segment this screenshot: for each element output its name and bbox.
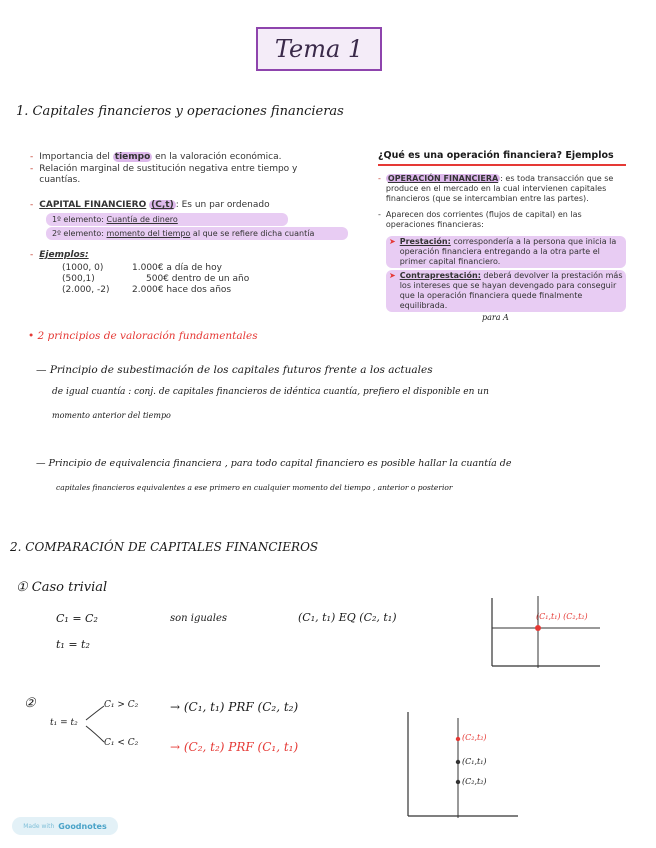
goodnotes-badge: Made with Goodnotes xyxy=(12,817,118,835)
sidebox-p2: - Aparecen dos corrientes (flujos de capital) en las operaciones financieras: xyxy=(378,210,582,229)
sidebox-p1: - OPERACIÓN FINANCIERA : es toda transacción que se produce en el mercado en la cual intervienen capitales financieros (que se intercambian entre las partes). xyxy=(378,174,614,203)
elem2: 2º elemento: momento del tiempo al que se refiere dicha cuantía xyxy=(46,227,348,240)
principle-2-line1: — Principio de equivalencia financiera , para todo capital financiero es posible hallar la cuantía de xyxy=(36,458,512,469)
example-row: (2.000, -2) 2.000€ hace dos años xyxy=(62,285,232,295)
principle-1-line1: — Principio de subestimación de los capitales futuros frente a los actuales xyxy=(36,364,433,376)
case2-branch-line-up xyxy=(86,706,104,720)
case1-title: ① Caso trivial xyxy=(16,580,108,595)
section1-heading: 1. Capitales financieros y operaciones financieras xyxy=(16,104,344,119)
case2-branch-up: C₁ > C₂ xyxy=(104,700,139,710)
case2-rel1: → (C₁, t₁) PRF (C₂, t₂) xyxy=(170,700,299,714)
case2-graph-label-1: (C₂,t₂) xyxy=(462,733,487,742)
case1-eq2: t₁ = t₂ xyxy=(56,638,90,651)
principle-1-line3: momento anterior del tiempo xyxy=(52,411,171,420)
case2-point-2 xyxy=(456,760,460,764)
case1-relation: (C₁, t₁) EQ (C₂, t₁) xyxy=(298,611,397,624)
sidebox-contraprestacion: ➤ Contraprestación: deberá devolver la prestación más los intereses que se hayan devengado para conseguir que la operación financiera quede finalmente equilibrada. xyxy=(386,270,626,312)
case2-point-3 xyxy=(456,780,460,784)
case2-number: ② xyxy=(24,696,36,711)
section2-heading: 2. COMPARACIÓN DE CAPITALES FINANCIEROS xyxy=(10,540,319,554)
examples-label: - Ejemplos: xyxy=(30,250,89,260)
page-title: Tema 1 xyxy=(274,35,364,63)
sidebox-prestacion: ➤ Prestación: correspondería a la persona que inicia la operación financiera entregando a la otra parte el primer capital financiero. xyxy=(386,236,626,268)
principle-2-line2: capitales financieros equivalentes a ese primero en cualquier momento del tiempo , anterior o posterior xyxy=(56,483,453,492)
case2-root: t₁ = t₂ xyxy=(50,718,78,728)
elem1: 1º elemento: Cuantía de dinero xyxy=(46,213,288,226)
example-row: (500,1) 500€ dentro de un año xyxy=(62,274,250,284)
case1-point xyxy=(535,625,541,631)
bullet-relacion: - Relación marginal de sustitución negativa entre tiempo y cuantías. xyxy=(30,164,298,185)
case1-text: son iguales xyxy=(170,613,228,624)
principle-1-line2: de igual cuantía : conj. de capitales financieros de idéntica cuantía, prefiero el disponible en un xyxy=(52,387,489,397)
case2-graph-label-3: (C₂,t₂) xyxy=(462,777,487,786)
bullet-tiempo: - Importancia del tiempo en la valoración económica. xyxy=(30,152,282,162)
case2-point-1 xyxy=(456,737,460,741)
capital-financiero: - CAPITAL FINANCIERO (C,t) : Es un par ordenado xyxy=(30,200,270,210)
example-row: (1000, 0) 1.000€ a día de hoy xyxy=(62,263,222,273)
case2-rel2: → (C₂, t₂) PRF (C₁, t₁) xyxy=(170,740,299,754)
case2-graph-label-2: (C₁,t₁) xyxy=(462,757,487,766)
case1-graph-label: (C₁,t₁) (C₂,t₂) xyxy=(536,612,588,621)
sidebox-title: ¿Qué es una operación financiera? Ejemplos xyxy=(378,150,626,166)
case1-eq1: C₁ = C₂ xyxy=(56,612,98,625)
case2-branch-line-down xyxy=(86,726,104,742)
principles-heading: • 2 principios de valoración fundamentales xyxy=(28,330,258,342)
sidebox-note: para A xyxy=(482,313,509,322)
case2-branch-down: C₁ < C₂ xyxy=(104,738,139,748)
